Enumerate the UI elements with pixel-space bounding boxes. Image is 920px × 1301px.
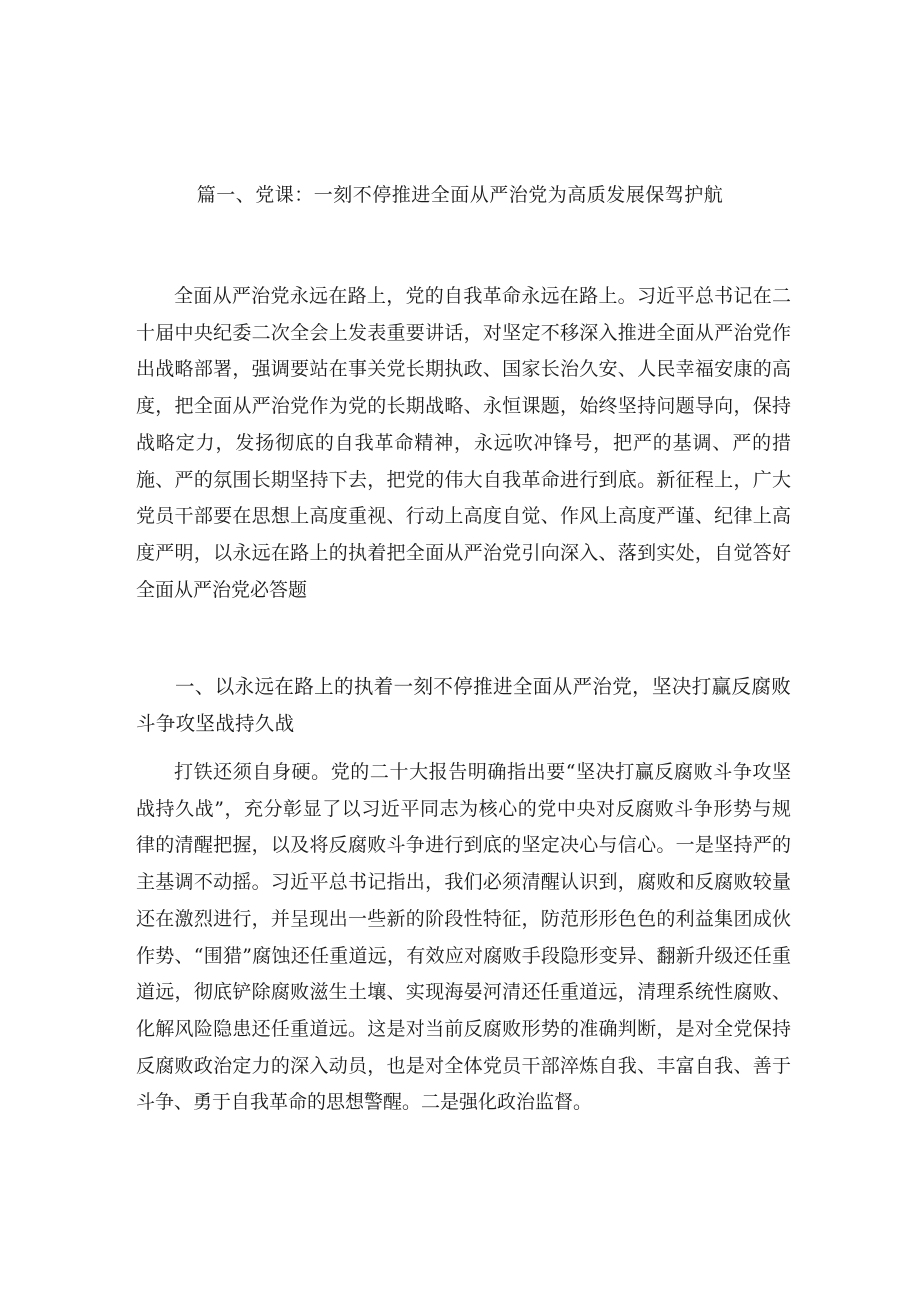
intro-paragraph: 全面从严治党永远在路上，党的自我革命永远在路上。习近平总书记在二十届中央纪委二次全会上发表重要讲话，对坚定不移深入推进全面从严治党作出战略部署，强调要站在事关党长期执政、国家长治久安、人民幸福安康的高度，把全面从严治党作为党的长期战略、永恒课题，始终坚持问题导向，保持战略定力，发扬彻底的自我革命精神，永远吹冲锋号，把严的基调、严的措施、严的氛围长期坚持下去，把党的伟大自我革命进行到底。新征程上，广大党员干部要在思想上高度重视、行动上高度自觉、作风上高度严谨、纪律上高度严明，以永远在路上的执着把全面从严治党引向深入、落到实处，自觉答好全面从严治党必答题 — [136, 285, 791, 601]
section-heading: 一、以永远在路上的执着一刻不停推进全面从严治党，坚决打赢反腐败斗争攻坚战持久战 — [136, 675, 791, 735]
document-title: 篇一、党课：一刻不停推进全面从严治党为高质发展保驾护航 — [196, 184, 724, 206]
section-paragraph: 打铁还须自身硬。党的二十大报告明确指出要“坚决打赢反腐败斗争攻坚战持久战”，充分彰显了以习近平同志为核心的党中央对反腐败斗争形势与规律的清醒把握，以及将反腐败斗争进行到底的坚定决心与信心。一是坚持严的主基调不动摇。习近平总书记指出，我们必须清醒认识到，腐败和反腐败较量还在激烈进行，并呈现出一些新的阶段性特征，防范形形色色的利益集团成伙作势、“围猎”腐蚀还任重道远，有效应对腐败手段隐形变异、翻新升级还任重道远，彻底铲除腐败滋生土壤、实现海晏河清还任重道远，清理系统性腐败、化解风险隐患还任重道远。这是对当前反腐败形势的准确判断，是对全党保持反腐败政治定力的深入动员，也是对全体党员干部淬炼自我、丰富自我、善于斗争、勇于自我革命的思想警醒。二是强化政治监督。 — [136, 761, 791, 1114]
